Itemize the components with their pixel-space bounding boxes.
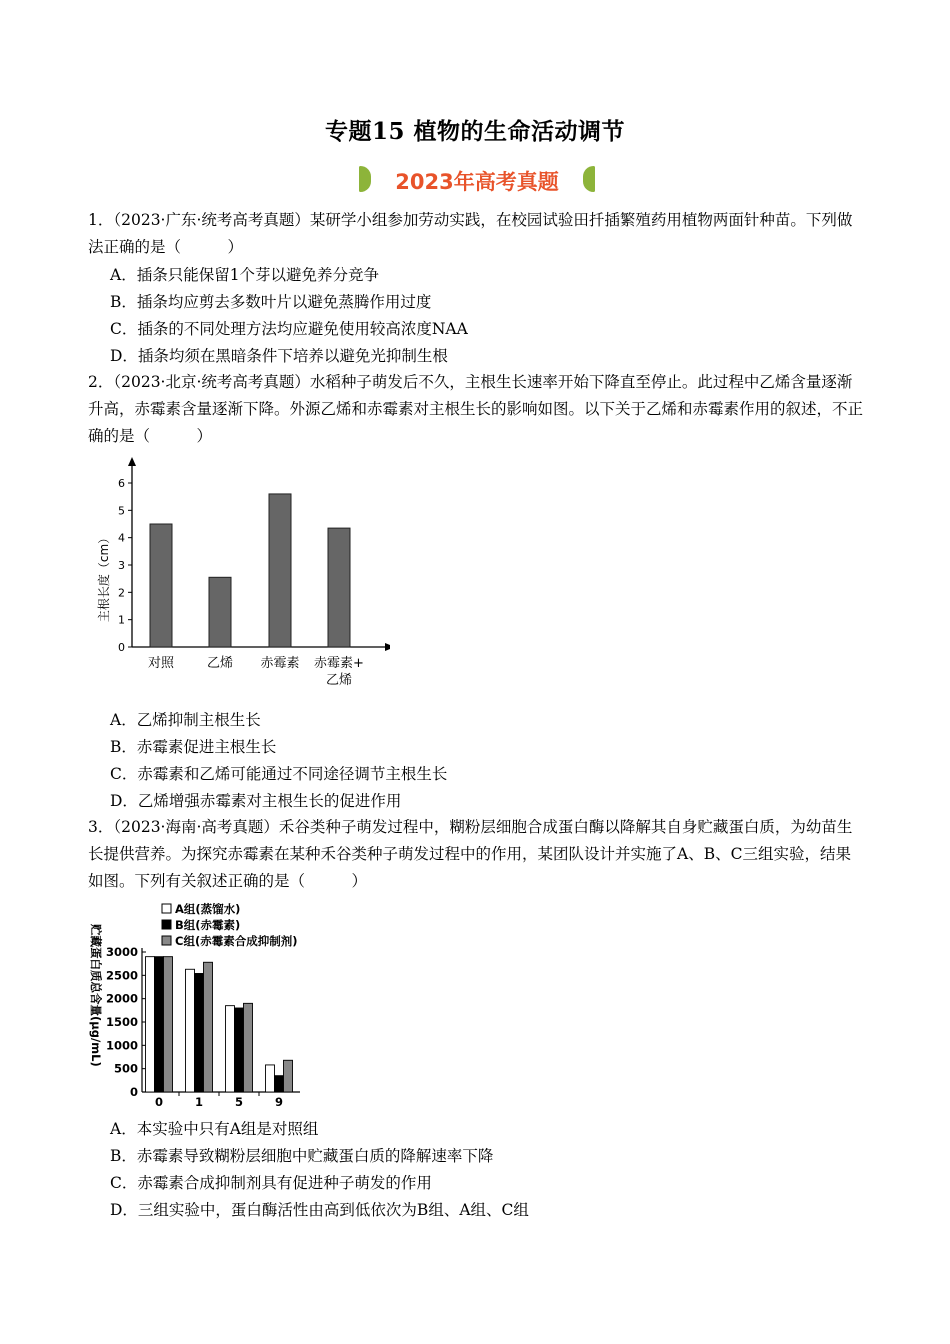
chart2-bar <box>186 969 195 1092</box>
chart2-legend-label: A组(蒸馏水) <box>175 902 241 916</box>
chart1-x-tick-label: 对照 <box>147 656 175 671</box>
chart1-y-tick-label: 1 <box>118 613 125 627</box>
chart2-bar <box>275 1076 284 1092</box>
chart1-y-tick-label: 5 <box>118 504 125 518</box>
chart2-legend-swatch <box>162 904 171 913</box>
chart2-bar <box>284 1060 293 1092</box>
chart2-y-tick-label: 1500 <box>105 1015 138 1029</box>
chart2-legend-swatch <box>162 920 171 929</box>
chart1-x-tick-label: 乙烯 <box>325 673 353 688</box>
question-1-stem: 1．（2023·广东·统考高考真题）某研学小组参加劳动实践，在校园试验田扦插繁殖药用植物两面针种苗。下列做法正确的是（ ） <box>88 211 853 256</box>
question-3-option-c[interactable]: C．赤霉素合成抑制剂具有促进种子萌发的作用 <box>110 1174 432 1192</box>
question-2-option-a[interactable]: A．乙烯抑制主根生长 <box>110 711 261 729</box>
chart2-bar <box>195 973 204 1092</box>
chart2-bar <box>164 957 173 1092</box>
chart2-bar <box>155 957 164 1092</box>
chart2-bar <box>244 1003 253 1092</box>
leaf-right-icon <box>583 166 595 192</box>
chart2-y-tick-label: 3000 <box>105 945 138 959</box>
chart2-x-tick-label: 5 <box>234 1095 244 1109</box>
root-length-chart <box>90 452 390 696</box>
chart2-bar <box>204 962 213 1092</box>
chart2-bar <box>146 957 155 1092</box>
chart1-y-axis-label: 主根长度（cm） <box>97 531 111 623</box>
page-title: 专题15 植物的生命活动调节 <box>324 118 625 145</box>
chart1-bar <box>269 494 291 647</box>
chart1-y-tick-label: 0 <box>118 641 125 654</box>
chart2-y-tick-label: 0 <box>129 1085 138 1099</box>
chart2-y-tick-label: 500 <box>113 1061 138 1076</box>
chart2-marks <box>89 902 300 1110</box>
question-1-option-b[interactable]: B．插条均应剪去多数叶片以避免蒸腾作用过度 <box>110 293 432 311</box>
chart1-y-tick-label: 4 <box>118 531 125 545</box>
question-3-option-b[interactable]: B．赤霉素导致糊粉层细胞中贮藏蛋白质的降解速率下降 <box>110 1147 494 1165</box>
question-2-stem: 2．（2023·北京·统考高考真题）水稻种子萌发后不久，主根生长速率开始下降直至停止。此过程中乙烯含量逐渐升高，赤霉素含量逐渐下降。外源乙烯和赤霉素对主根生长的影响如图。以下关于乙烯和赤霉素作用的叙述，不正确的是（ ） <box>88 373 864 445</box>
chart2-y-tick-label: 2000 <box>105 991 138 1006</box>
chart2-bar <box>266 1065 275 1092</box>
storage-protein-chart <box>86 898 346 1110</box>
chart1-y-tick-label: 3 <box>118 559 125 572</box>
chart2-x-tick-label: 1 <box>194 1095 204 1109</box>
chart1-bar <box>209 577 231 647</box>
chart2-x-tick-label: 0 <box>154 1095 164 1109</box>
chart1-bar <box>328 528 350 647</box>
question-1-option-c[interactable]: C．插条的不同处理方法均应避免使用较高浓度NAA <box>110 320 468 338</box>
chart1-x-tick-label: 乙烯 <box>206 656 234 671</box>
question-3-stem: 3．（2023·海南·高考真题）禾谷类种子萌发过程中，糊粉层细胞合成蛋白酶以降解其自身贮藏蛋白质，为幼苗生长提供营养。为探究赤霉素在某种禾谷类种子萌发过程中的作用，某团队设计并实施了A、B、C三组实验，结果如图。下列有关叙述正确的是（ ） <box>88 818 853 890</box>
question-2-option-d[interactable]: D．乙烯增强赤霉素对主根生长的促进作用 <box>110 792 402 810</box>
chart2-legend-label: C组(赤霉素合成抑制剂) <box>175 934 298 948</box>
chart2-y-tick-label: 1000 <box>105 1038 138 1053</box>
chart2-legend-label: B组(赤霉素) <box>175 918 241 932</box>
question-1-option-d[interactable]: D．插条均须在黑暗条件下培养以避免光抑制生根 <box>110 347 448 365</box>
chart1-y-tick-label: 6 <box>118 477 125 490</box>
chart2-y-tick-label: 2500 <box>105 968 138 983</box>
banner-text: 2023年高考真题 <box>395 170 559 194</box>
chart1-x-tick-label: 赤霉素+ <box>314 656 364 671</box>
question-3-option-d[interactable]: D．三组实验中，蛋白酶活性由高到低依次为B组、A组、C组 <box>110 1201 529 1219</box>
chart2-legend-swatch <box>162 936 171 945</box>
chart1-bar <box>150 524 172 647</box>
chart2-bar <box>235 1008 244 1092</box>
chart2-bar <box>226 1006 235 1092</box>
section-banner <box>355 162 599 198</box>
chart1-y-tick-label: 2 <box>118 586 125 600</box>
question-1-option-a[interactable]: A．插条只能保留1个芽以避免养分竞争 <box>110 266 380 284</box>
question-2-option-c[interactable]: C．赤霉素和乙烯可能通过不同途径调节主根生长 <box>110 765 448 783</box>
chart2-y-axis-label: 贮藏蛋白质总含量(μg/mL) <box>89 924 103 1067</box>
chart1-y-arrow <box>128 457 136 466</box>
chart1-marks <box>96 457 390 688</box>
question-3-option-a[interactable]: A．本实验中只有A组是对照组 <box>110 1120 319 1138</box>
question-2-option-b[interactable]: B．赤霉素促进主根生长 <box>110 738 277 756</box>
chart2-x-tick-label: 9 <box>274 1095 284 1109</box>
chart1-x-tick-label: 赤霉素 <box>260 656 300 671</box>
chart1-x-arrow <box>385 643 390 651</box>
